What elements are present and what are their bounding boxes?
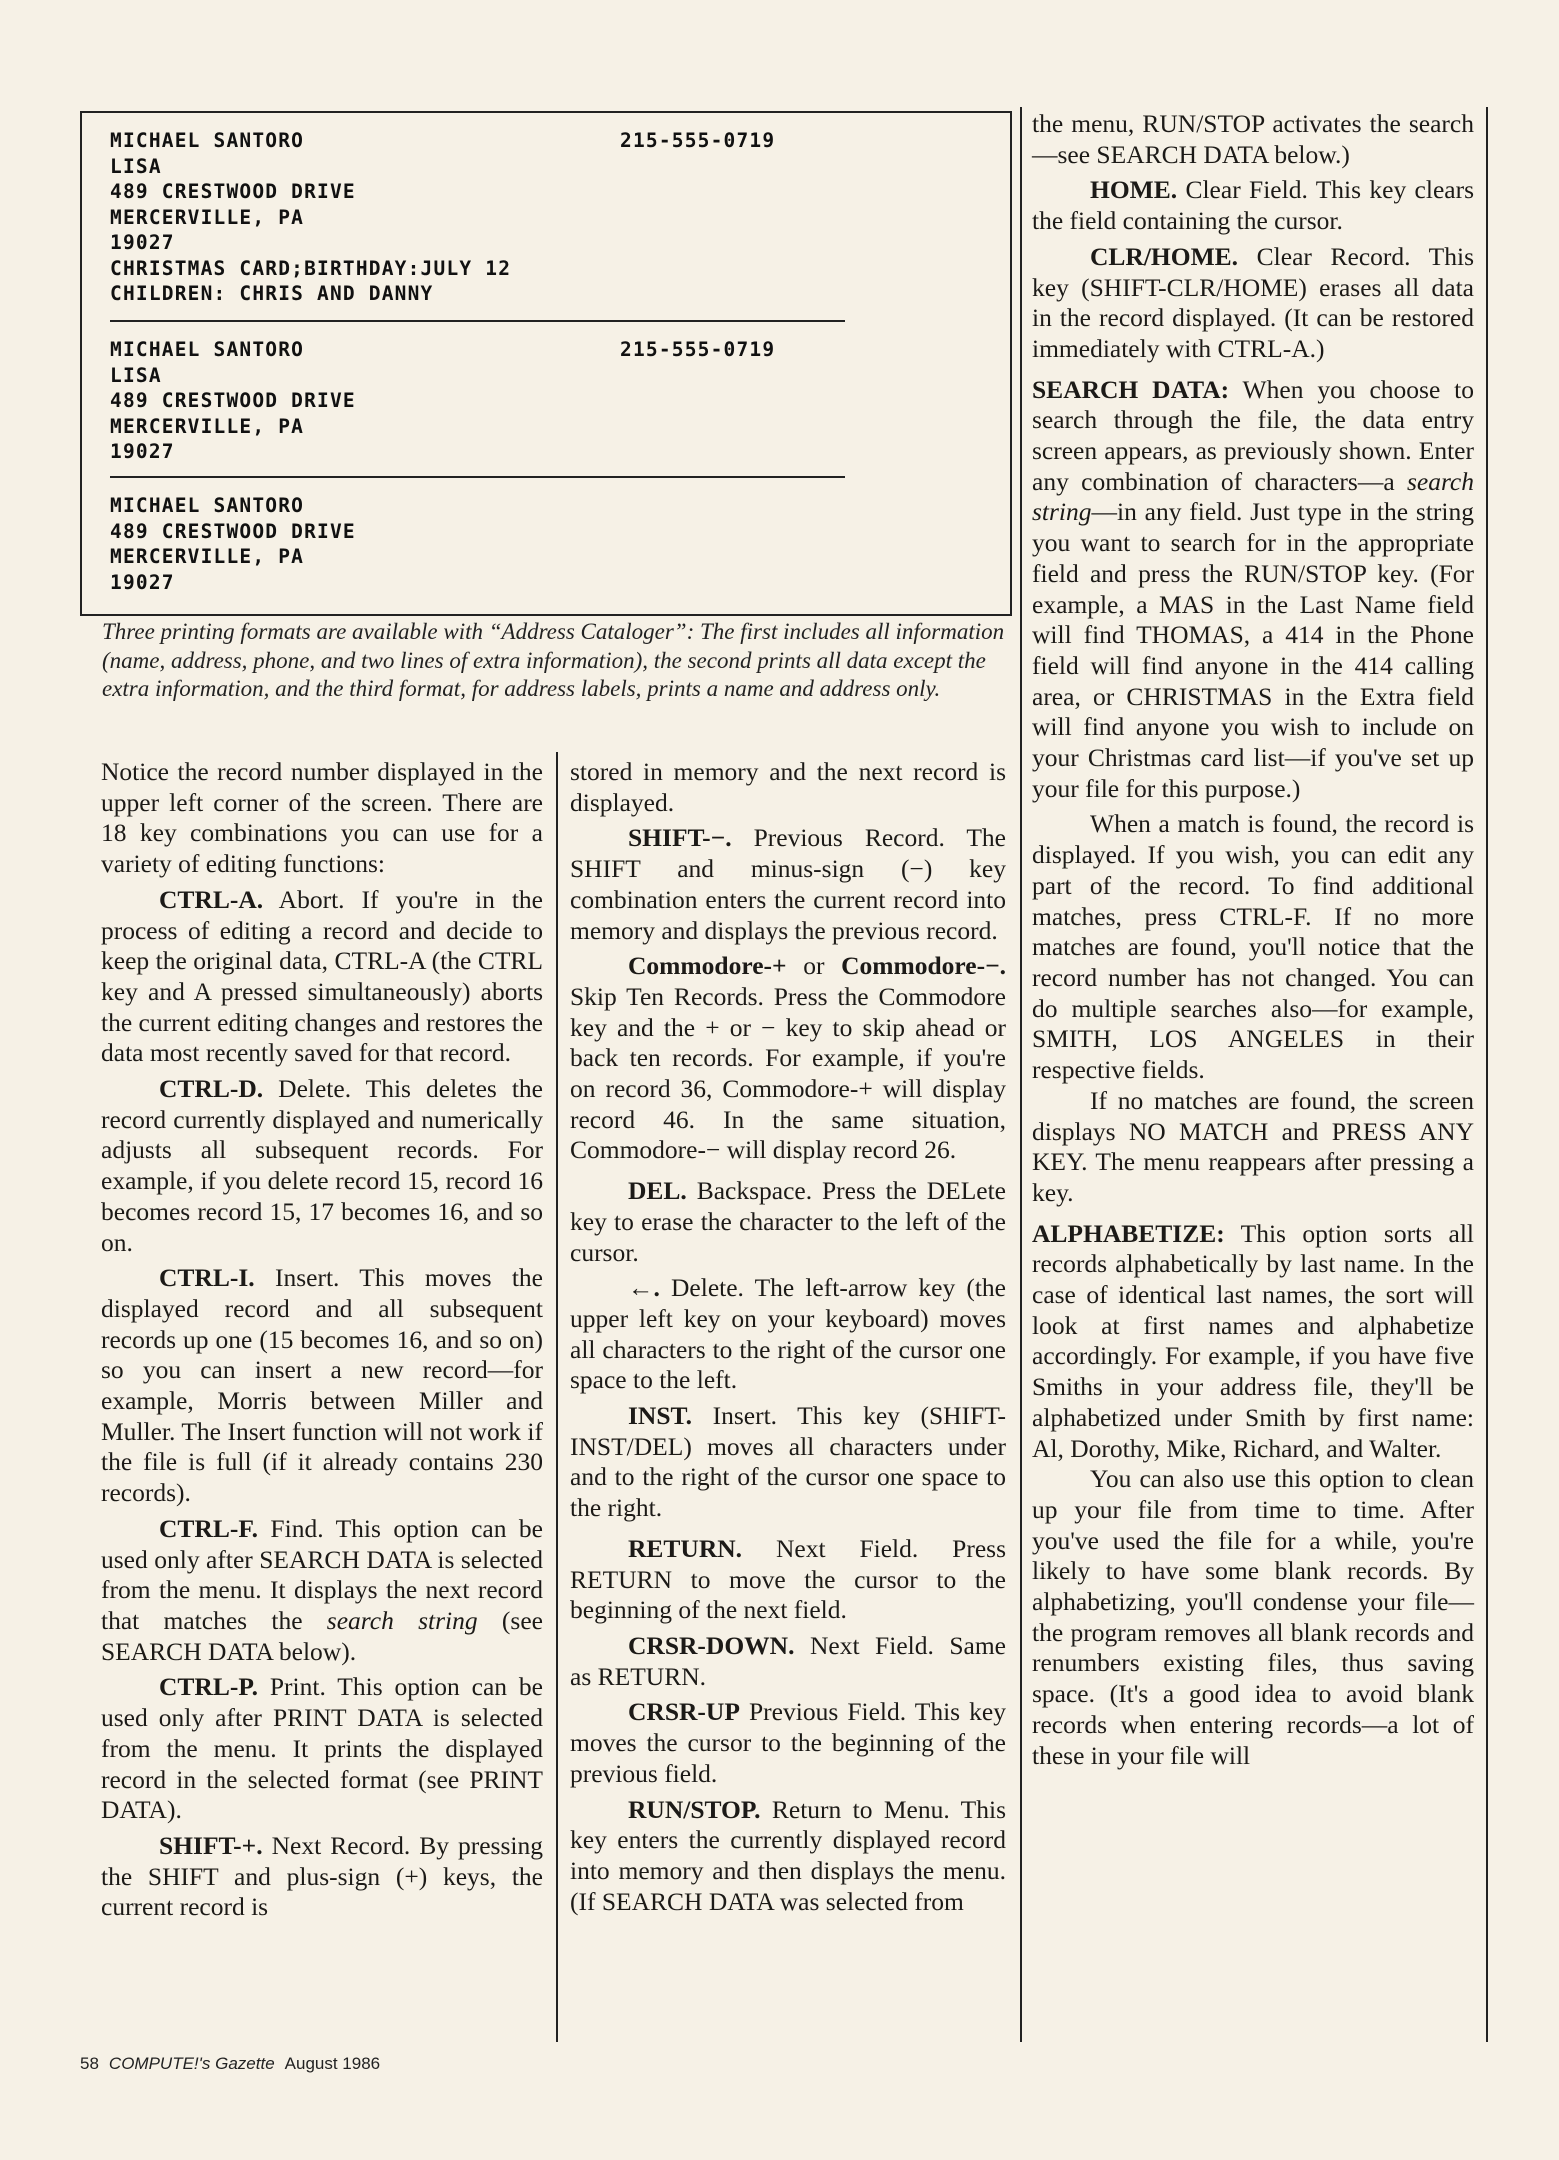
paragraph-text: Return to Menu. This key enters the currently displayed record into memory and then displays the menu. (If SEARCH DATA was selected from [570, 1794, 1006, 1916]
paragraph-text: Print. This option can be used only after PRINT DATA is selected from the menu. It prints the displayed record in the selected format (see PRINT DATA). [101, 1672, 543, 1825]
paragraph [570, 1401, 1006, 1524]
paragraph: You can also use this option to clean up your file from time to time. After you've used the file for a while, you're likely to have some blank records. By alphabetizing, you'll condense your file—the program removes all blank records and renumbers existing files, thus saving space. (It's a good idea to avoid blank records when entering records—a lot of these in your file will [1032, 1464, 1474, 1770]
figure-caption: Three printing formats are available with “Address Cataloger”: The first includes all information (name, address, phone, and two lines of extra information), the second prints all data except the extra information, and the third format, for address labels, prints a name and address only. [102, 619, 1005, 701]
key-term: CTRL-A. [159, 884, 264, 914]
paragraph [101, 1514, 543, 1668]
emphasis: search string [1032, 466, 1474, 527]
issue-date: August 1986 [284, 2054, 381, 2073]
page-number: 58 [80, 2054, 99, 2073]
paragraph [101, 885, 543, 1069]
key-term: CRSR-UP [628, 1697, 740, 1727]
paragraph [101, 1831, 543, 1923]
print-format-full [110, 128, 776, 307]
paragraph-text: Previous Record. The SHIFT and minus-sign (−) key combination enters the current record into memory and displays the previous record. [570, 823, 1006, 945]
paragraph [570, 951, 1006, 1166]
key-term: Commodore-−. [841, 951, 1006, 981]
record-line: 489 CRESTWOOD DRIVE [110, 180, 356, 203]
paragraph-text: Delete. The left-arrow key (the upper left key on your keyboard) moves all characters to the right of the cursor one space to the left. [570, 1273, 1006, 1395]
paragraph-text: When you choose to search through the file, the data entry screen appears, as previously shown. Enter any combination of characters—a [1032, 374, 1474, 496]
paragraph [101, 1672, 543, 1826]
paragraph-text: Backspace. Press the DELete key to erase the character to the left of the cursor. [570, 1176, 1006, 1267]
paragraph-text: Skip Ten Records. Press the Commodore key and the + or − key to skip ahead or back ten records. For example, if you're on record 36, Commodore-+ will display record 46. In the same situation, Commodore-− will display record 26. [570, 981, 1006, 1165]
paragraph [570, 1273, 1006, 1396]
paragraph-text: Clear Record. This key (SHIFT-CLR/HOME) erases all data in the record displayed. (It can be restored immediately with CTRL-A.) [1032, 241, 1474, 363]
paragraph [1032, 375, 1474, 805]
key-term: RETURN. [628, 1533, 743, 1563]
column-rule [556, 752, 558, 2042]
paragraph-text: Next Field. Same as RETURN. [570, 1630, 1006, 1691]
paragraph [570, 1795, 1006, 1918]
format-divider [110, 476, 845, 478]
column-rule [1020, 107, 1022, 2042]
paragraph [1032, 1219, 1474, 1465]
key-term: INST. [628, 1401, 693, 1431]
article-column-2 [570, 757, 1006, 1917]
paragraph: Notice the record number displayed in the upper left corner of the screen. There are 18 key combinations you can use for a variety of editing functions: [101, 757, 543, 879]
key-term: CTRL-D. [159, 1074, 264, 1104]
key-term: SHIFT-−. [628, 823, 732, 853]
record-line: 19027 [110, 440, 175, 463]
paragraph-text: Find. This option can be used only after SEARCH DATA is selected from the menu. It displays the next record that matches the [101, 1513, 543, 1635]
page-footer [80, 2054, 390, 2074]
paragraph-text: Insert. This key (SHIFT-INST/DEL) moves all characters under and to the right of the cursor one space to the right. [570, 1401, 1006, 1523]
paragraph-text: (see SEARCH DATA below). [101, 1605, 543, 1666]
paragraph-text: Clear Field. This key clears the field containing the cursor. [1032, 175, 1474, 236]
paragraph [570, 1534, 1006, 1626]
paragraph [570, 1697, 1006, 1789]
paragraph [570, 1176, 1006, 1268]
paragraph-text: This option sorts all records alphabetically by last name. In the case of identical last names, the sort will look at first names and alphabetize accordingly. For example, if you have five Smiths in your address file, they'll be alphabetized under Smith by first name: Al, Dorothy, Mike, Richard, and Walter. [1032, 1218, 1474, 1463]
key-term: SEARCH DATA: [1032, 374, 1230, 404]
record-name: MICHAEL SANTORO [110, 494, 305, 517]
article-column-1 [101, 757, 543, 1923]
record-phone: 215-555-0719 [620, 338, 776, 361]
key-term: HOME. [1090, 175, 1178, 205]
record-line: CHRISTMAS CARD;BIRTHDAY:JULY 12 [110, 256, 512, 280]
record-line: 489 CRESTWOOD DRIVE [110, 389, 356, 412]
paragraph-text: —in any field. Just type in the string you want to search for in the appropriate field and press the RUN/STOP key. (For example, a MAS in the Last Name field will find THOMAS, a 414 in the Phone field will find anyone in the 414 calling area, or CHRISTMAS in the Extra field will find anyone you wish to include on your Christmas card list—if you've set up your file for this purpose.) [1032, 497, 1474, 803]
emphasis: search string [326, 1605, 478, 1635]
paragraph-text: Next Field. Press RETURN to move the cursor to the beginning of the next field. [570, 1533, 1006, 1625]
record-name: MICHAEL SANTORO [110, 338, 305, 361]
record-line: MERCERVILLE, PA [110, 414, 305, 438]
paragraph [101, 1074, 543, 1258]
key-term: CLR/HOME. [1090, 241, 1239, 271]
record-line: LISA [110, 363, 162, 387]
format-divider [110, 320, 845, 322]
record-line: LISA [110, 154, 162, 178]
paragraph [101, 1263, 543, 1509]
record-line: 19027 [110, 570, 175, 594]
key-term: RUN/STOP. [628, 1794, 761, 1824]
record-name: MICHAEL SANTORO [110, 129, 305, 152]
key-term: CTRL-F. [159, 1513, 258, 1543]
record-line: 19027 [110, 231, 175, 254]
paragraph: stored in memory and the next record is displayed. [570, 757, 1006, 817]
record-line: MERCERVILLE, PA [110, 205, 305, 229]
key-term: CTRL-P. [159, 1672, 258, 1702]
paragraph: the menu, RUN/STOP activates the search—see SEARCH DATA below.) [1032, 109, 1474, 169]
key-term: DEL. [628, 1176, 687, 1206]
key-term: Commodore-+ [628, 951, 787, 981]
paragraph-text: Insert. This moves the displayed record and all subsequent records up one (15 becomes 16, and so on) so you can insert a new record—for example, Morris between Miller and Muller. The Insert function will not work if the file is full (if it already contains 230 records). [101, 1263, 543, 1508]
paragraph-text: Next Record. By pressing the SHIFT and plus-sign (+) keys, the current record is [101, 1830, 543, 1922]
record-line: 489 CRESTWOOD DRIVE [110, 519, 356, 543]
column-rule [1486, 107, 1488, 2042]
key-term: CRSR-DOWN. [628, 1630, 795, 1660]
paragraph-text: or [786, 951, 842, 981]
key-term: ←. [628, 1273, 660, 1303]
key-term: SHIFT-+. [159, 1830, 263, 1860]
paragraph [570, 823, 1006, 946]
paragraph-text: Abort. If you're in the process of editing a record and decide to keep the original data, CTRL-A (the CTRL key and A pressed simultaneously) aborts the current editing changes and restores the data most recently saved for that record. [101, 884, 543, 1068]
print-format-no-extra [110, 337, 776, 465]
paragraph: When a match is found, the record is displayed. If you wish, you can edit any part of the record. To find additional matches, press CTRL-F. If no more matches are found, you'll notice that the record number has not changed. You can do multiple searches also—for example, SMITH, LOS ANGELES in their respective fields. [1032, 809, 1474, 1085]
record-line: MERCERVILLE, PA [110, 545, 305, 568]
print-format-label [110, 493, 356, 595]
magazine-title: COMPUTE!'s Gazette [108, 2054, 275, 2073]
paragraph: If no matches are found, the screen displays NO MATCH and PRESS ANY KEY. The menu reappears after pressing a key. [1032, 1085, 1474, 1207]
paragraph [1032, 175, 1474, 236]
record-line: CHILDREN: CHRIS AND DANNY [110, 282, 434, 305]
record-phone: 215-555-0719 [620, 129, 776, 152]
paragraph-text: Delete. This deletes the record currently displayed and numerically adjusts all subsequent records. For example, if you delete record 15, record 16 becomes record 15, 17 becomes 16, and so on. [101, 1074, 543, 1257]
paragraph-text: Previous Field. This key moves the cursor to the beginning of the previous field. [570, 1697, 1006, 1788]
paragraph [1032, 242, 1474, 365]
paragraph [570, 1631, 1006, 1692]
article-column-3 [1032, 109, 1474, 1771]
key-term: ALPHABETIZE: [1032, 1218, 1225, 1248]
key-term: CTRL-I. [159, 1263, 255, 1293]
